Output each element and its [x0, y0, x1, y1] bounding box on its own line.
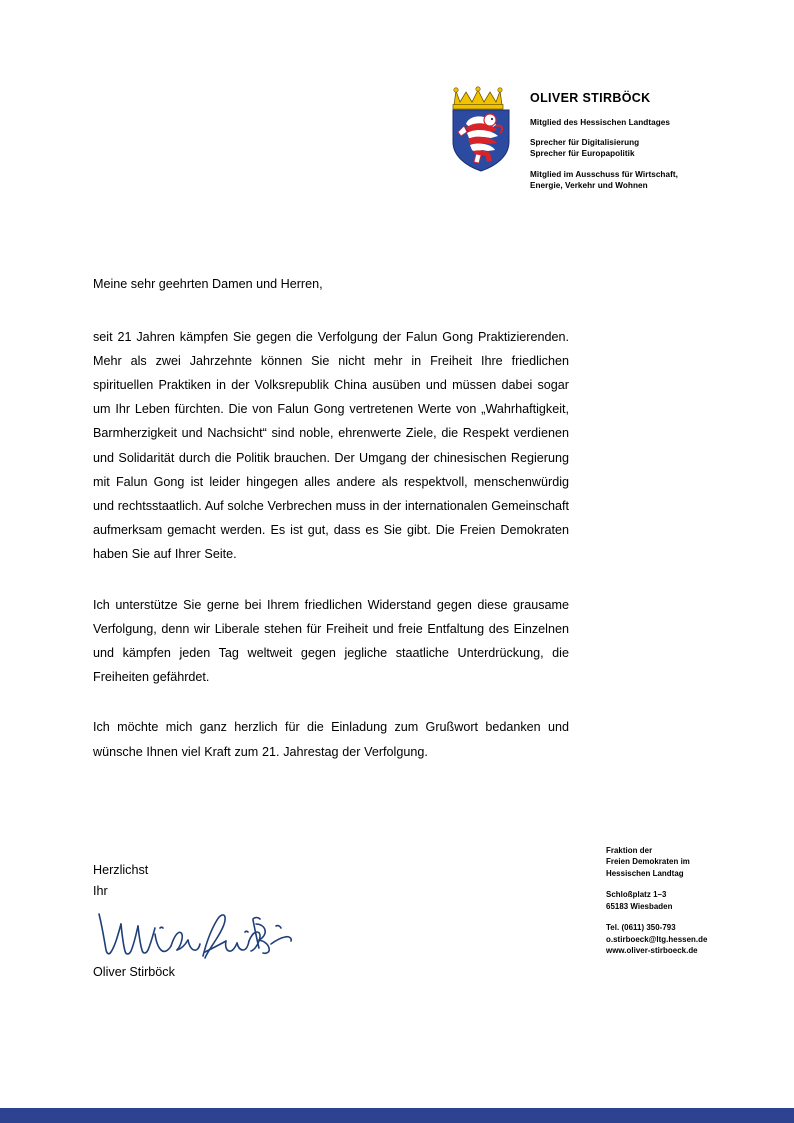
salutation: Meine sehr geehrten Damen und Herren, — [93, 277, 323, 291]
closing-line-1: Herzlichst — [93, 863, 149, 877]
contact-phone: Tel. (0611) 350-793 — [606, 923, 676, 933]
contact-block — [606, 845, 771, 957]
contact-address — [606, 889, 771, 912]
letterhead-role-line-2: Sprecher für Europapolitik — [530, 149, 635, 159]
paragraph-2: Ich unterstütze Sie gerne bei Ihrem friedlichen Widerstand gegen diese grausame Verfolgung, denn wir Liberale stehen für Freiheit und freie Entfaltung des Einzelnen und kämpfen jeden Tag weltweit gegen jegliche staatliche Unterdrückung, die Freiheiten gefährdet. — [93, 597, 569, 685]
contact-website[interactable]: www.oliver-stirboeck.de — [606, 946, 698, 956]
footer-bar — [0, 1108, 794, 1123]
paragraph-3: Ich möchte mich ganz herzlich für die Einladung zum Grußwort bedanken und wünsche Ihnen viel Kraft zum 21. Jahrestag der Verfolgung. — [93, 720, 569, 759]
contact-organization — [606, 845, 771, 879]
letterhead-title: Mitglied des Hessischen Landtages — [530, 117, 670, 127]
paragraph-1: seit 21 Jahren kämpfen Sie gegen die Verfolgung der Falun Gong Praktizierenden. Mehr als zwei Jahrzehnte können Sie nicht mehr in Freiheit Ihre friedlichen spirituellen Praktiken in der Volksrepublik China ausüben und müssen dabei sogar um Ihr Leben fürchten. Die von Falun Gong vertretenen Werte von „Wahrhaftigkeit, Barmherzigkeit und Nachsicht“ sind noble, ehrenwerte Ziele, die Respekt verdienen und Solidarität durch die Politik brauchen. Der Umgang der chinesischen Regierung mit Falun Gong ist leider hingegen alles andere als respektvoll, menschenwürdig und rechtsstaatlich. Auf solche Verbrechen muss in der internationalen Gemeinschaft aufmerksam gemacht werden. Es ist gut, dass es Sie gibt. Die Freien Demokraten haben Sie auf Ihrer Seite. — [93, 329, 569, 562]
letterhead-role-line-1: Sprecher für Digitalisierung — [530, 138, 640, 148]
letter-body — [93, 278, 569, 764]
letterhead-committee-line-2: Energie, Verkehr und Wohnen — [530, 181, 648, 190]
letterhead — [446, 86, 766, 191]
signed-name: Oliver Stirböck — [93, 965, 175, 979]
letterhead-text — [530, 86, 678, 191]
signature-oliver-stirboeck — [93, 908, 393, 964]
closing-block — [93, 860, 393, 980]
contact-city: 65183 Wiesbaden — [606, 901, 673, 911]
contact-org-line-3: Hessischen Landtag — [606, 868, 684, 878]
letterhead-committee-line-1: Mitglied im Ausschuss für Wirtschaft, — [530, 169, 678, 179]
closing-line-2: Ihr — [93, 884, 108, 898]
contact-org-line-1: Fraktion der — [606, 846, 653, 855]
hessen-coat-of-arms-icon — [446, 86, 516, 172]
contact-email[interactable]: o.stirboeck@ltg.hessen.de — [606, 934, 708, 944]
contact-details — [606, 922, 771, 956]
letterhead-name: OLIVER STIRBÖCK — [530, 91, 651, 105]
contact-street: Schloßplatz 1–3 — [606, 890, 667, 900]
contact-org-line-2: Freien Demokraten im — [606, 857, 690, 867]
